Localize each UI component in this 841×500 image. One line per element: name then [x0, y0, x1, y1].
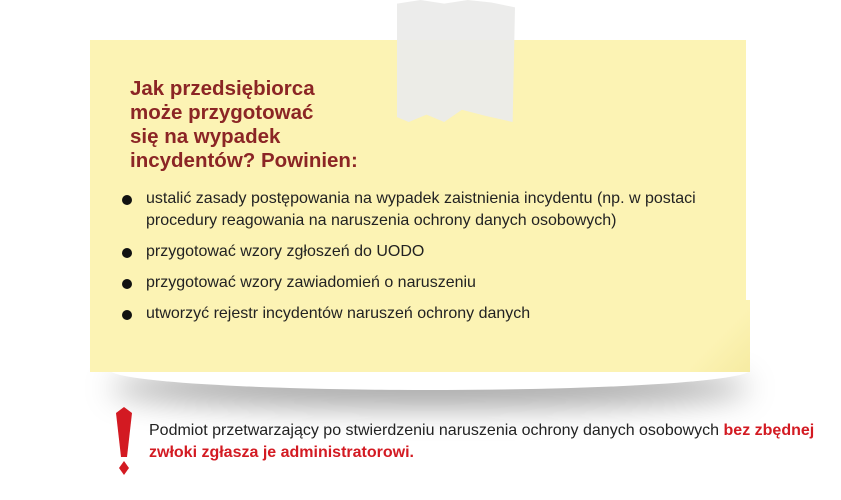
footer-text: Podmiot przetwarzający po stwierdzeniu naruszenia ochrony danych osobowych — [149, 422, 724, 439]
list-item — [120, 241, 700, 263]
bullet-icon — [122, 248, 132, 258]
bullet-list — [120, 188, 700, 334]
list-item — [120, 272, 700, 294]
list-item — [120, 303, 700, 325]
item-text: przygotować wzory zawiadomień o naruszeniu — [146, 274, 476, 291]
bullet-icon — [122, 310, 132, 320]
title-line: incydentów? Powinien: — [130, 149, 358, 172]
list-item — [120, 188, 700, 232]
bullet-icon — [122, 195, 132, 205]
item-text: ustalić zasady postępowania na wypadek zaistnienia incydentu (np. w postaci procedury reagowania na naruszenia ochrony danych osobowych) — [146, 190, 696, 229]
bullet-icon — [122, 279, 132, 289]
title-line: się na wypadek — [130, 125, 281, 148]
exclamation-icon — [112, 407, 136, 475]
tape — [397, 0, 515, 122]
item-text: przygotować wzory zgłoszeń do UODO — [146, 243, 425, 260]
title-line: może przygotować — [130, 101, 314, 124]
item-text: utworzyć rejestr incydentów naruszeń ochrony danych — [146, 305, 531, 322]
footer-note — [149, 420, 841, 464]
title-line: Jak przedsiębiorca — [130, 77, 315, 100]
title — [130, 77, 358, 173]
footer-bold: bez zbędnej zwłoki zgłasza je administratorowi. — [149, 422, 815, 461]
